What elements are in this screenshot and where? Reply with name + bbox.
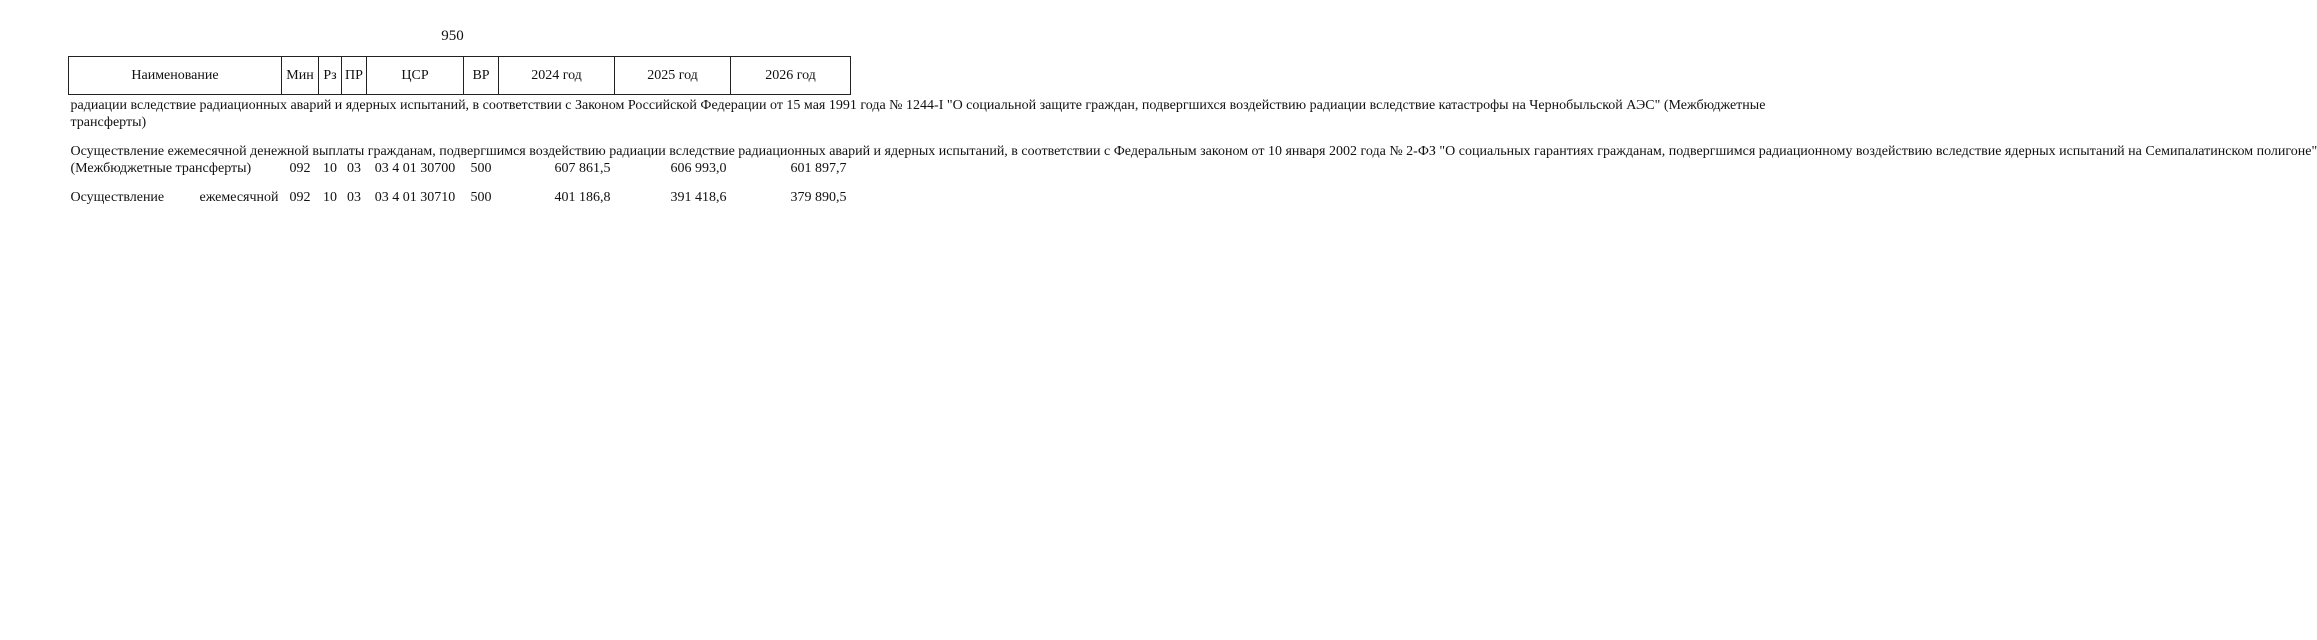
page-number: 950	[441, 28, 464, 44]
row-name-text: Осуществление ежемесячной денежной выплаты гражданам, подвергшимся воздействию радиации вследствие радиационных аварий и ядерных испытаний, в соответствии с Федеральным законом от 10 января 2002 года № 2-ФЗ "О социальных гарантиях гражданам, подвергшимся радиационному воздействию вследствие ядерных испытаний на Семипалатинском полигоне"	[70, 144, 2317, 159]
header-2026: 2026 год	[731, 57, 851, 95]
row-csr: 03 4 01 30700	[374, 161, 456, 176]
header-2024: 2024 год	[499, 57, 615, 95]
row-pr: 03	[347, 161, 361, 176]
header-pr: ПР	[342, 57, 367, 95]
row-name-last-line: (Межбюджетные трансферты)	[70, 161, 252, 176]
budget-table	[68, 56, 2317, 206]
row-rz: 10	[323, 161, 337, 176]
row-2024: 607 861,5	[554, 161, 611, 176]
row-2025: 606 993,0	[670, 161, 727, 176]
row-spacer	[69, 177, 851, 189]
row-2025: 391 418,6	[670, 190, 727, 205]
row-pr: 03	[347, 190, 361, 205]
row-name: Осуществление ежемесячной	[70, 190, 279, 205]
row-csr: 03 4 01 30710	[374, 190, 456, 205]
row-rz: 10	[323, 190, 337, 205]
row-name-text: радиации вследствие радиационных аварий и ядерных испытаний, в соответствии с Законом Российской Федерации от 15 мая 1991 года № 1244-I "О социальной защите граждан, подвергшихся воздействию радиации вследствие катастрофы на Чернобыльской АЭС" (Межбюджетные	[70, 98, 1766, 113]
table-row	[69, 95, 851, 132]
row-spacer	[69, 131, 851, 143]
header-name: Наименование	[69, 57, 282, 95]
row-2026: 379 890,5	[790, 190, 847, 205]
header-vr: ВР	[464, 57, 499, 95]
header-csr: ЦСР	[367, 57, 464, 95]
row-min: 092	[289, 161, 311, 176]
row-vr: 500	[470, 190, 492, 205]
row-name	[69, 95, 1766, 132]
row-2024: 401 186,8	[554, 190, 611, 205]
header-min: Мин	[282, 57, 319, 95]
row-2026: 601 897,7	[790, 161, 847, 176]
table-row	[69, 143, 851, 177]
table-header-row	[69, 57, 851, 95]
table-row	[69, 189, 851, 206]
row-name-last-line: трансферты)	[70, 115, 147, 130]
header-rz: Рз	[319, 57, 342, 95]
row-vr: 500	[470, 161, 492, 176]
row-min: 092	[289, 190, 311, 205]
header-2025: 2025 год	[615, 57, 731, 95]
